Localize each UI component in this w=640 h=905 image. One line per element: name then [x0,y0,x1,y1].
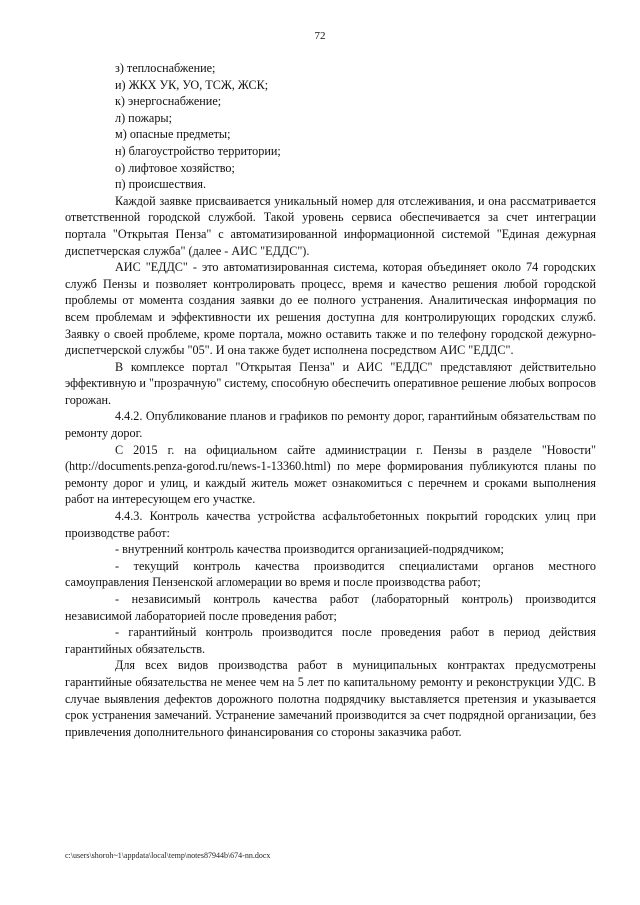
list-item: з) теплоснабжение; [115,61,216,75]
list-item: п) происшествия. [115,177,207,192]
bullet-item: - текущий контроль качества производится специалистами органов местного самоуправления Пензенской агломерации во время и после производства работ; [65,558,596,590]
list-item: и) ЖКХ УК, УО, ТСЖ, ЖСК; [115,77,269,92]
bullet-item: - гарантийный контроль производится после проведения работ в период действия гарантийных обязательств. [65,625,596,656]
list-item: о) лифтовое хозяйство; [115,160,235,175]
list-item: к) энергоснабжение; [115,94,222,109]
paragraph-warranty: Для всех видов производства работ в муниципальных контрактах предусмотрены гарантийные обязательства не менее чем на 5 лет по капитальному ремонту и реконструкции УДС. В случае выявления дефектов дорожного полотна подрядчику выставляется претензия и указывается срок устранения замечаний. Устранение замечаний производится за счет подрядной организации, без привлечения дополнительного финансирования со стороны заказчика работ. [65,658,596,739]
paragraph-portal-complex: В комплексе портал "Открытая Пенза" и АИС "ЕДДС" представляют действительно эффективную и "прозрачную" систему, способную обеспечить оперативное решение любых вопросов горожан. [65,359,596,407]
paragraph-road-plans: С 2015 г. на официальном сайте администрации г. Пензы в разделе "Новости" (http://documents.penza-gorod.ru/news-1-13360.html) по мере формирования публикуются планы по ремонту дорог и улиц, и каждый житель может ознакомиться с перечнем и сроками выполнения работ на интересующем его участке. [65,442,596,507]
list-item: н) благоустройство территории; [115,143,281,158]
section-heading-4-4-2: 4.4.2. Опубликование планов и графиков по ремонту дорог, гарантийным обязательствам по ремонту дорог. [65,409,596,441]
footer-file-path: c:\users\shoroh~1\appdata\local\temp\notes87944b\674-nn.docx [65,851,271,860]
list-item: л) пожары; [115,110,172,125]
section-heading-4-4-3: 4.4.3. Контроль качества устройства асфальтобетонных покрытий городских улиц при производстве работ: [65,509,596,540]
paragraph-request-numbering: Каждой заявке присваивается уникальный номер для отслеживания, и она рассматривается ответственной городской службой. Такой уровень сервиса обеспечивается за счет интеграции портала "Открытая Пенза" с автоматизированной информационной системой "Единая дежурная диспетчерская служба" (далее - АИС "ЕДДС"). [65,193,596,258]
list-item: м) опасные предметы; [115,127,231,142]
paragraph-eds-system: АИС "ЕДДС" - это автоматизированная система, которая объединяет около 74 городских служб Пензы и позволяет контролировать процесс, время и качество решения любой городской проблемы от момента создания заявки до ее полного устранения. Аналитическая информация по всем проблемам и эффективности их решения доступна для контролирующих городских служб. Заявку о своей проблеме, кроме портала, можно оставить также и по телефону городской дежурно-диспетчерской службы "05". И она также будет исполнена посредством АИС "ЕДДС". [65,260,596,358]
document-body [65,60,596,740]
bullet-item: - независимый контроль качества работ (лабораторный контроль) производится независимой лабораторией после проведения работ; [65,592,596,623]
bullet-item: - внутренний контроль качества производится организацией-подрядчиком; [115,542,504,557]
page-number: 72 [314,30,326,42]
